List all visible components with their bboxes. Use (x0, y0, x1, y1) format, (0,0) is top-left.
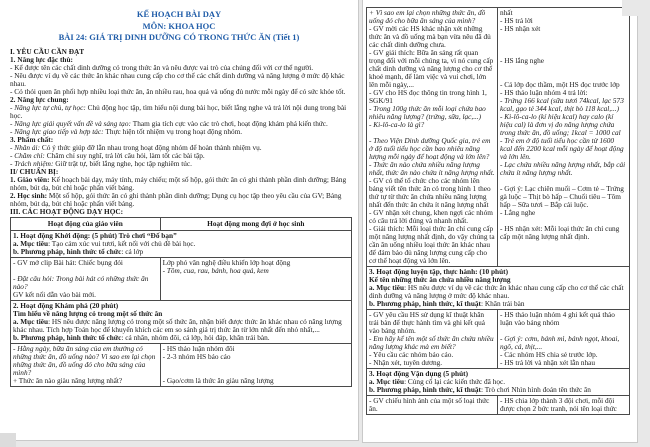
text-run: - GV có thể tổ chức cho các nhóm lên bảng viết tên thức ăn có trong hình 1 theo thứ tự từ thức ăn chứa nhiều năng lượng nhất đến thức ăn chứa ít năng lượng nhất (369, 176, 491, 209)
text-line (369, 225, 495, 265)
text-run: - 2-3 nhóm HS báo cáo (162, 351, 231, 361)
text-line (369, 209, 495, 225)
text-run: - Trách nhiệm: (10, 158, 56, 168)
text-run: - Lắng nghe (500, 208, 536, 217)
text-line (13, 291, 158, 299)
table-row (367, 309, 629, 368)
text-run: II/ CHUẨN BỊ: (10, 166, 59, 176)
table-row (367, 395, 629, 414)
text-line (500, 225, 627, 241)
text-line (500, 57, 627, 65)
text-run: - Hằng ngày, bữa ăn sáng của em thường có những thức ăn, đồ uống nào? Vì sao em lại chọn những thức ăn, đồ uống đó cho bữa sáng của mình? (13, 343, 156, 377)
title-line-2: MÔN: KHOA HỌC (142, 20, 216, 31)
text-run: a. Mục tiêu (369, 377, 405, 386)
teacher-activity-cell (367, 396, 498, 414)
text-run: - Thức ăn nào chứa nhiều năng lượng nhất, thức ăn nào chứa ít năng lượng nhất. (369, 160, 495, 177)
text-run: Tham gia tích cực vào các trò chơi, hoạt động khám phá kiến thức. (132, 118, 328, 128)
document-page-right (362, 0, 638, 443)
text-run: - Năng lực tự chủ, tự học: (10, 102, 88, 112)
text-run: 1. Hoạt động Khởi động: (5 phút) Trò chơi “Đố bạn” (13, 230, 177, 240)
text-run: - Cả lớp đọc thầm, một HS đọc trước lớp (500, 80, 620, 89)
text-run: - HS nhận xét (500, 24, 541, 33)
text-line (369, 121, 495, 129)
text-run: - HS chia lớp thành 3 đội chơi, mỗi đội được chọn 2 bức tranh, nói tên loại thức (500, 396, 617, 413)
text-run: - Có thói quen ăn phối hợp nhiều loại thức ăn, ăn nhiều rau, hoa quả và uống đủ nước mỗi ngày để có sức khỏe tốt. (10, 86, 346, 96)
text-run: 2. Hoạt động Khám phá (20 phút) (13, 300, 119, 310)
text-run: - Nhân ái: (10, 142, 42, 152)
text-run: 2. Năng lực chung: (10, 94, 69, 104)
text-line (13, 259, 158, 267)
text-run: - Năng lực giao tiếp và hợp tác: (10, 126, 106, 136)
text-run: - HS thảo luận nhóm đôi (162, 343, 235, 353)
text-line (369, 177, 495, 209)
text-run: b. Phương pháp, hình thức tổ chức (13, 246, 122, 256)
text-run: - HS thảo luận nhóm 4 ghi kết quả thảo luận vào bảng nhóm (500, 310, 615, 327)
text-line (10, 208, 352, 216)
text-run: Một số hộp, gói thức ăn có ghi thành phần dinh dưỡng; Dụng cụ học tập theo yêu cầu của GV; Bảng nhóm, bút dạ, bút chì hoặc phấn viết bảng. (10, 190, 342, 208)
text-line (10, 176, 352, 192)
text-run: : cả lớp (121, 246, 144, 256)
text-line (500, 161, 627, 177)
table-row (11, 343, 351, 386)
text-run: 3. Hoạt động luyện tập, thực hành: (10 phút) (369, 267, 508, 276)
text-line (10, 128, 352, 136)
text-run: - Tôm, cua, rau, bánh, hoa quả, kem (162, 265, 269, 275)
table-row (11, 257, 351, 300)
text-run: - GV cho HS đọc thông tin trong hình 1, SGK/91 (369, 88, 487, 105)
text-line (369, 137, 495, 161)
text-line (163, 361, 349, 369)
text-run: I. YÊU CẦU CẦN ĐẠT (10, 46, 85, 56)
text-run: - Ki-lô-ca-lo (kí hiệu kcal) hay calo (kí hiệu cal) là đơn vị đo năng lượng chứa trong thức ăn, đồ uống; 1kcal = 1000 cal (500, 112, 621, 137)
text-line (13, 318, 349, 334)
text-line (500, 65, 627, 73)
text-run: - Ki-lô-ca-lo là gì? (369, 120, 425, 129)
text-run: 1. Giáo viên: (10, 174, 52, 184)
text-line (13, 377, 158, 385)
text-run: - Năng lực giải quyết vấn đề và sáng tạo: (10, 118, 133, 128)
text-run: - Giải thích: Mỗi loại thức ăn chỉ cung cấp một năng lượng nhất định, do vậy chúng ta cần ăn uống nhiều loại thức ăn khác nhau để đảm bảo đủ năng lượng cung cấp cho cơ thể hoạt động và lớn lên. (369, 224, 495, 265)
text-run: + Vì sao em lại chọn những thức ăn, đồ uống đó cho bữa ăn sáng của mình? (369, 8, 486, 25)
text-run: Lớp phó văn nghệ điều khiển lớp hoạt động (162, 257, 291, 267)
text-run: Thực hiện tốt nhiệm vụ trong hoạt động nhóm. (105, 126, 243, 136)
text-run: - GV nhận xét chung, khen ngợi các nhóm có câu trả lời đúng và nhanh nhất. (369, 208, 493, 225)
activity-section-row (11, 300, 351, 343)
text-run: - Nêu được ví dụ về các thức ăn khác nhau cung cấp cho cơ thể các chất dinh dưỡng và năng lượng ở mức độ khác nhau. (10, 70, 345, 88)
text-run: Có ý thức giúp đỡ lẫn nhau trong hoạt động nhóm để hoàn thành nhiệm vụ. (41, 142, 262, 152)
text-run: - HS lắng nghe (500, 56, 544, 65)
student-activity-cell (498, 310, 629, 368)
text-run: - Theo Viện Dinh dưỡng Quốc gia, trẻ em ở độ tuổi tiểu học cần bao nhiêu năng lượng mỗi ngày để hoạt động và lớn lên? (369, 136, 491, 161)
text-run: : Tạo cảm xúc vui tươi, kết nối với chủ đề bài học. (48, 238, 196, 248)
text-line (369, 300, 627, 308)
text-line (369, 105, 495, 121)
activity-section-row (367, 368, 629, 395)
text-run: - Gợi ý: Lạc chiên muối – Cơm tẻ – Trứng gà luộc – Thịt bò hấp – Chuối tiêu – Tôm hấp – Sữa tươi – Bắp cải luộc. (500, 184, 624, 209)
text-run: - Chăm chỉ: (10, 150, 47, 160)
text-run: - Đặt câu hỏi: Trong bài hát có những thức ăn nào? (13, 273, 149, 291)
text-run: b. Phương pháp, hình thức, kĩ thuật (369, 385, 481, 394)
text-run: a. Mục tiêu (369, 283, 405, 292)
text-run: Chăm chỉ suy nghĩ, trả lời câu hỏi, làm tốt các bài tập. (46, 150, 205, 160)
activity-section-cell (367, 369, 629, 395)
text-line (13, 248, 349, 256)
text-line (10, 72, 352, 88)
teacher-activity-cell (367, 310, 498, 368)
text-line (369, 284, 627, 300)
text-line (369, 335, 495, 351)
text-line (500, 311, 627, 327)
text-run: 3. Phẩm chất: (10, 134, 54, 144)
text-line (369, 386, 627, 394)
text-run: - Trứng 166 kcal (sữa tươi 74kcal, lạc 573 kcal, gạo tẻ 344 kcal, thịt bò 118 kcal,...) (500, 96, 624, 113)
activities-table-page2 (366, 7, 630, 415)
text-run: - GV mở clip Bài hát: Chiếc bụng đói (13, 257, 123, 267)
text-line (500, 97, 627, 113)
text-run: III. CÁC HOẠT ĐỘNG DẠY HỌC: (10, 206, 124, 216)
text-line (500, 185, 627, 209)
text-run: b. Phương pháp, hình thức tổ chức (13, 332, 122, 342)
column-header: Hoạt động mong đợi ở học sinh (207, 218, 305, 228)
text-run: : Trò chơi Nhìn hình đoán tên thức ăn (480, 385, 591, 394)
text-line (13, 345, 158, 377)
text-run: 2. Học sinh: (10, 190, 49, 200)
text-run: - Trẻ em ở độ tuổi tiểu học cần từ 1600 kcal đến 2200 kcal mỗi ngày để hoạt động và lớn lên. (500, 136, 624, 161)
text-run: - Em hãy kể tên một số thức ăn chứa nhiều năng lượng khác mà em biết? (369, 334, 494, 351)
student-activity-cell (498, 8, 629, 266)
activity-section-row (11, 230, 351, 257)
text-run: GV kết nối dẫn vào bài mới. (13, 289, 96, 299)
text-run: - HS thảo luận nhóm 4 trả lời: (500, 88, 588, 97)
text-line (500, 41, 627, 49)
text-line (369, 89, 495, 105)
text-line (10, 160, 352, 168)
text-run: : HS nêu được ví dụ về các thức ăn khác nhau cung cấp cho cơ thể các chất dinh dưỡng và năng lượng ở mức độ khác nhau. (369, 283, 624, 300)
text-line (13, 275, 158, 291)
text-line (369, 9, 495, 25)
table-row (367, 8, 629, 266)
teacher-activity-cell (11, 258, 161, 300)
page-corner-shadow (0, 433, 16, 447)
text-line (500, 397, 627, 413)
text-line (369, 311, 495, 335)
text-run: b. Phương pháp, hình thức, kĩ thuật (369, 299, 481, 308)
text-run: - Yêu cầu các nhóm báo cáo. (369, 350, 454, 359)
teacher-activity-cell (367, 8, 498, 266)
text-run: : Khăn trải bàn (480, 299, 525, 308)
student-activity-cell (161, 258, 351, 300)
text-line (500, 137, 627, 161)
activity-section-cell (11, 231, 351, 257)
text-run: : HS nêu được năng lượng có trong một số thức ăn, nhận biết được thức ăn khác nhau có năng lượng khác nhau. Tích hợp Toán học để khuyến khích các em so sánh giá trị thức ăn từ lớn nhất đến nhỏ nhất,... (13, 316, 342, 334)
text-run: Tìm hiểu về năng lượng có trong một số thức ăn (13, 308, 163, 318)
text-run: 1. Năng lực đặc thù: (10, 54, 73, 64)
text-run: Kể tên những thức ăn chứa nhiều năng lượng (369, 275, 511, 284)
table-header-row (11, 218, 351, 230)
text-run: - Gạo/cơm là thức ăn giàu năng lượng (162, 375, 274, 385)
text-run: 3. Hoạt động Vận dụng (5 phút) (369, 369, 469, 378)
requirements-section (10, 48, 352, 216)
activity-section-row (367, 266, 629, 309)
text-run: - Trong 100g thức ăn mỗi loại chứa bao nhiêu năng lượng? (trứng, sữa, lạc,...) (369, 104, 486, 121)
text-run: a. Mục tiêu (13, 238, 49, 248)
page-background-notch (622, 0, 650, 16)
text-run: a. Mục tiêu (13, 316, 49, 326)
teacher-activity-cell (11, 344, 161, 386)
text-run: - HS trả lời (500, 16, 533, 25)
text-line (163, 267, 349, 275)
text-run: - GV giải thích: Bữa ăn sáng rất quan trọng đối với mỗi chúng ta, vì nó cung cấp chất dinh dưỡng và năng lượng cho cơ thể khoẻ mạnh, để làm việc và vui chơi, lớn lên mỗi ngày,... (369, 48, 494, 89)
text-run: Chủ động học tập, tìm hiểu nội dung bài học, biết lắng nghe và trả lời nội dung trong bài học. (10, 102, 347, 120)
text-line (369, 25, 495, 49)
text-line (500, 359, 627, 367)
text-line (163, 377, 349, 385)
text-line (369, 359, 495, 367)
text-line (10, 192, 352, 208)
text-line (500, 335, 627, 351)
text-line (10, 104, 352, 120)
activities-table-page1 (10, 217, 352, 387)
text-run: - HS nhận xét: Mỗi loại thức ăn chỉ cung cấp một năng lượng nhất định. (500, 224, 620, 241)
text-run: - HS trả lời và nhận xét lẫn nhau (500, 358, 596, 367)
text-line (369, 161, 495, 177)
student-activity-cell (498, 396, 629, 414)
text-run: + Thức ăn nào giàu năng lượng nhất? (13, 375, 123, 385)
activity-section-cell (11, 301, 351, 343)
title-line-1: KẾ HOẠCH BÀI DẠY (136, 9, 222, 19)
text-line (369, 49, 495, 89)
column-header: Hoạt động của giáo viên (11, 218, 161, 230)
text-run: : cá nhân, nhóm đôi, cả lớp, hỏi đáp, khăn trải bàn. (121, 332, 270, 342)
activity-section-cell (367, 267, 629, 309)
text-run: - Kể được tên các chất dinh dưỡng có trong thức ăn và nêu được vai trò của chúng đối với cơ thể người. (10, 62, 314, 72)
text-line (369, 397, 495, 413)
text-run: - Các nhóm HS chia sẻ trước lớp. (500, 350, 598, 359)
text-run: - GV chiếu hình ảnh của một số loại thức ăn. (369, 396, 490, 413)
text-line (13, 334, 349, 342)
text-line (500, 113, 627, 137)
text-line (500, 33, 627, 41)
student-activity-cell (161, 344, 351, 386)
title-line-3: BÀI 24: GIÁ TRỊ DINH DƯỠNG CÓ TRONG THỨC ĂN (Tiết 1) (58, 32, 300, 42)
text-line (500, 209, 627, 217)
text-run: nhất (500, 8, 513, 17)
text-run: - Lạc chứa nhiều năng lượng nhất, bắp cải chứa ít năng lượng nhất. (500, 160, 626, 177)
text-run: - Gợi ý: cơm, bánh mì, bánh ngọt, khoai, ngô, cá, thịt,... (500, 334, 620, 351)
text-run: - Nhận xét, tuyên dương. (369, 358, 443, 367)
text-line (500, 25, 627, 33)
text-run: Giữ trật tự, biết lắng nghe, học tập nghiêm túc. (55, 158, 192, 168)
text-line (163, 353, 349, 361)
text-run: : Củng cố lại các kiến thức đã học. (404, 377, 506, 386)
text-run: - GV yêu cầu HS sử dụng kĩ thuật khăn trải bàn để thực hành tìm và ghi kết quả vào bảng nhóm. (369, 310, 486, 335)
document-title (0, 9, 358, 44)
text-run: Kế hoạch bài dạy, máy tính, máy chiếu; một số hộp, gói thức ăn có ghi thành phần dinh dưỡng; Bảng nhóm, bút dạ, bút chì hoặc phấn viết bảng. (10, 174, 347, 192)
text-run: - GV mời các HS khác nhận xét những thức ăn và đồ uống mà bạn vừa nêu đã đủ các chất dinh dưỡng chưa. (369, 24, 491, 49)
